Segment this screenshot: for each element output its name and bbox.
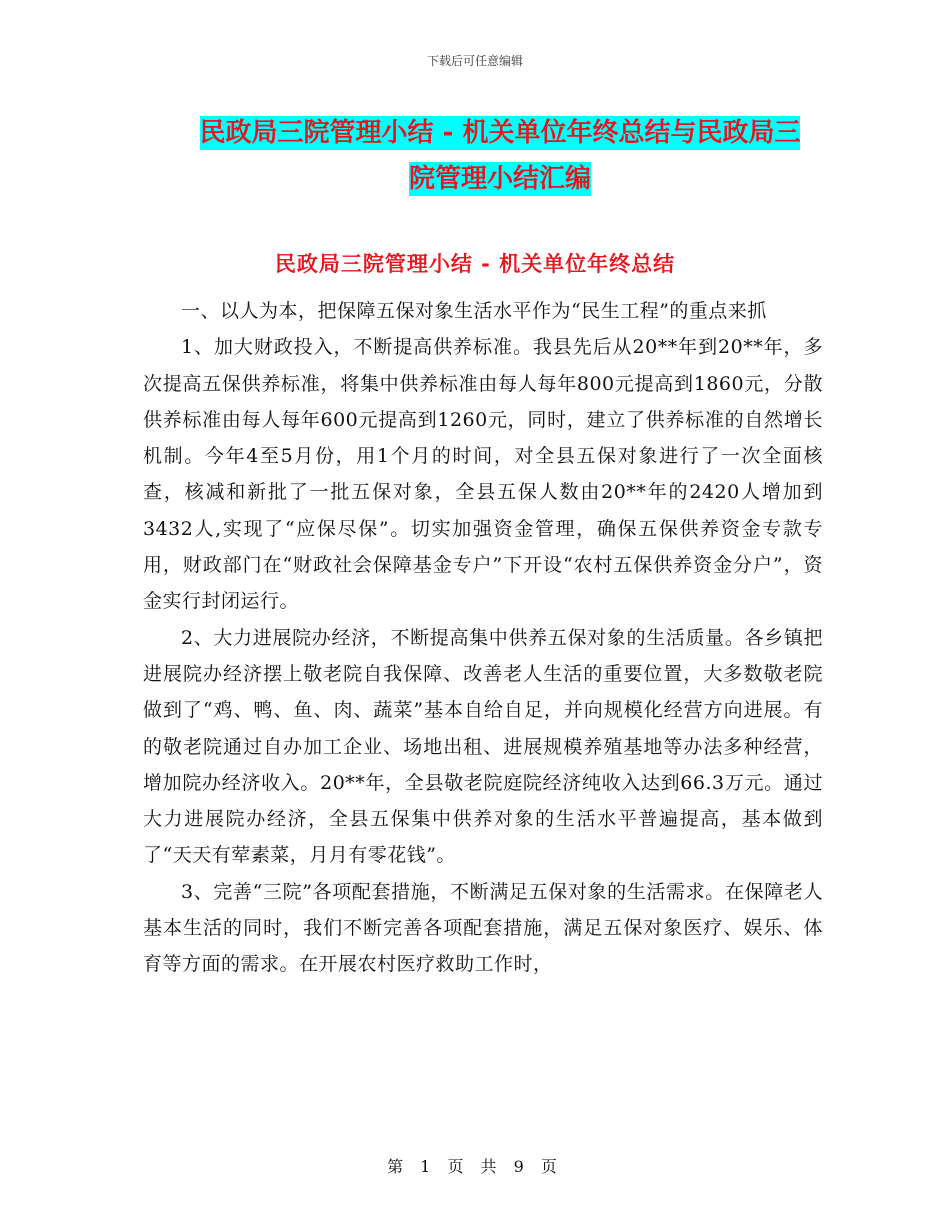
document-title-line-1: 民政局三院管理小结 - 机关单位年终总结与民政局三 (199, 118, 801, 148)
page-header-note: 下载后可任意编辑 (426, 54, 523, 68)
document-title (140, 110, 860, 202)
paragraph-2: 1、加大财政投入，不断提高供养标准。我县先后从20**年到20**年，多次提高五保供养标准，将集中供养标准由每人每年800元提高到1860元，分散供养标准由每人每年600元提高到1260元，同时，建立了供养标准的自然增长机制。今年4至5月份，用1个月的时间，对全县五保对象进行了一次全面核查，核减和新批了一批五保对象，全县五保人数由20**年的2420人增加到3432人,实现了“应保尽保”。切实加强资金管理，确保五保供养资金专款专用，财政部门在“财政社会保障基金专户”下开设“农村五保供养资金分户”，资金实行封闭运行。 (143, 336, 823, 613)
document-body (143, 293, 823, 983)
section-heading: 民政局三院管理小结 - 机关单位年终总结 (274, 252, 676, 276)
paragraph-3: 2、大力进展院办经济，不断提高集中供养五保对象的生活质量。各乡镇把进展院办经济摆上敬老院自我保障、改善老人生活的重要位置，大多数敬老院做到了“鸡、鸭、鱼、肉、蔬菜”基本自给自足，并向规模化经营方向进展。有的敬老院通过自办加工企业、场地出租、进展规模养殖基地等办法多种经营，增加院办经济收入。20**年，全县敬老院庭院经济纯收入达到66.3万元。通过大力进展院办经济，全县五保集中供养对象的生活水平普遍提高，基本做到了“天天有荤素菜，月月有零花钱”。 (143, 626, 823, 867)
document-title-line-2: 院管理小结汇编 (408, 164, 591, 194)
paragraph-1: 一、以人为本，把保障五保对象生活水平作为“民生工程”的重点来抓 (181, 300, 767, 322)
paragraph-4: 3、完善“三院”各项配套措施，不断满足五保对象的生活需求。在保障老人基本生活的同时，我们不断完善各项配套措施，满足五保对象医疗、娱乐、体育等方面的需求。在开展农村医疗救助工作时， (143, 880, 823, 976)
page-number-footer: 第 1 页 共 9 页 (387, 1157, 563, 1176)
